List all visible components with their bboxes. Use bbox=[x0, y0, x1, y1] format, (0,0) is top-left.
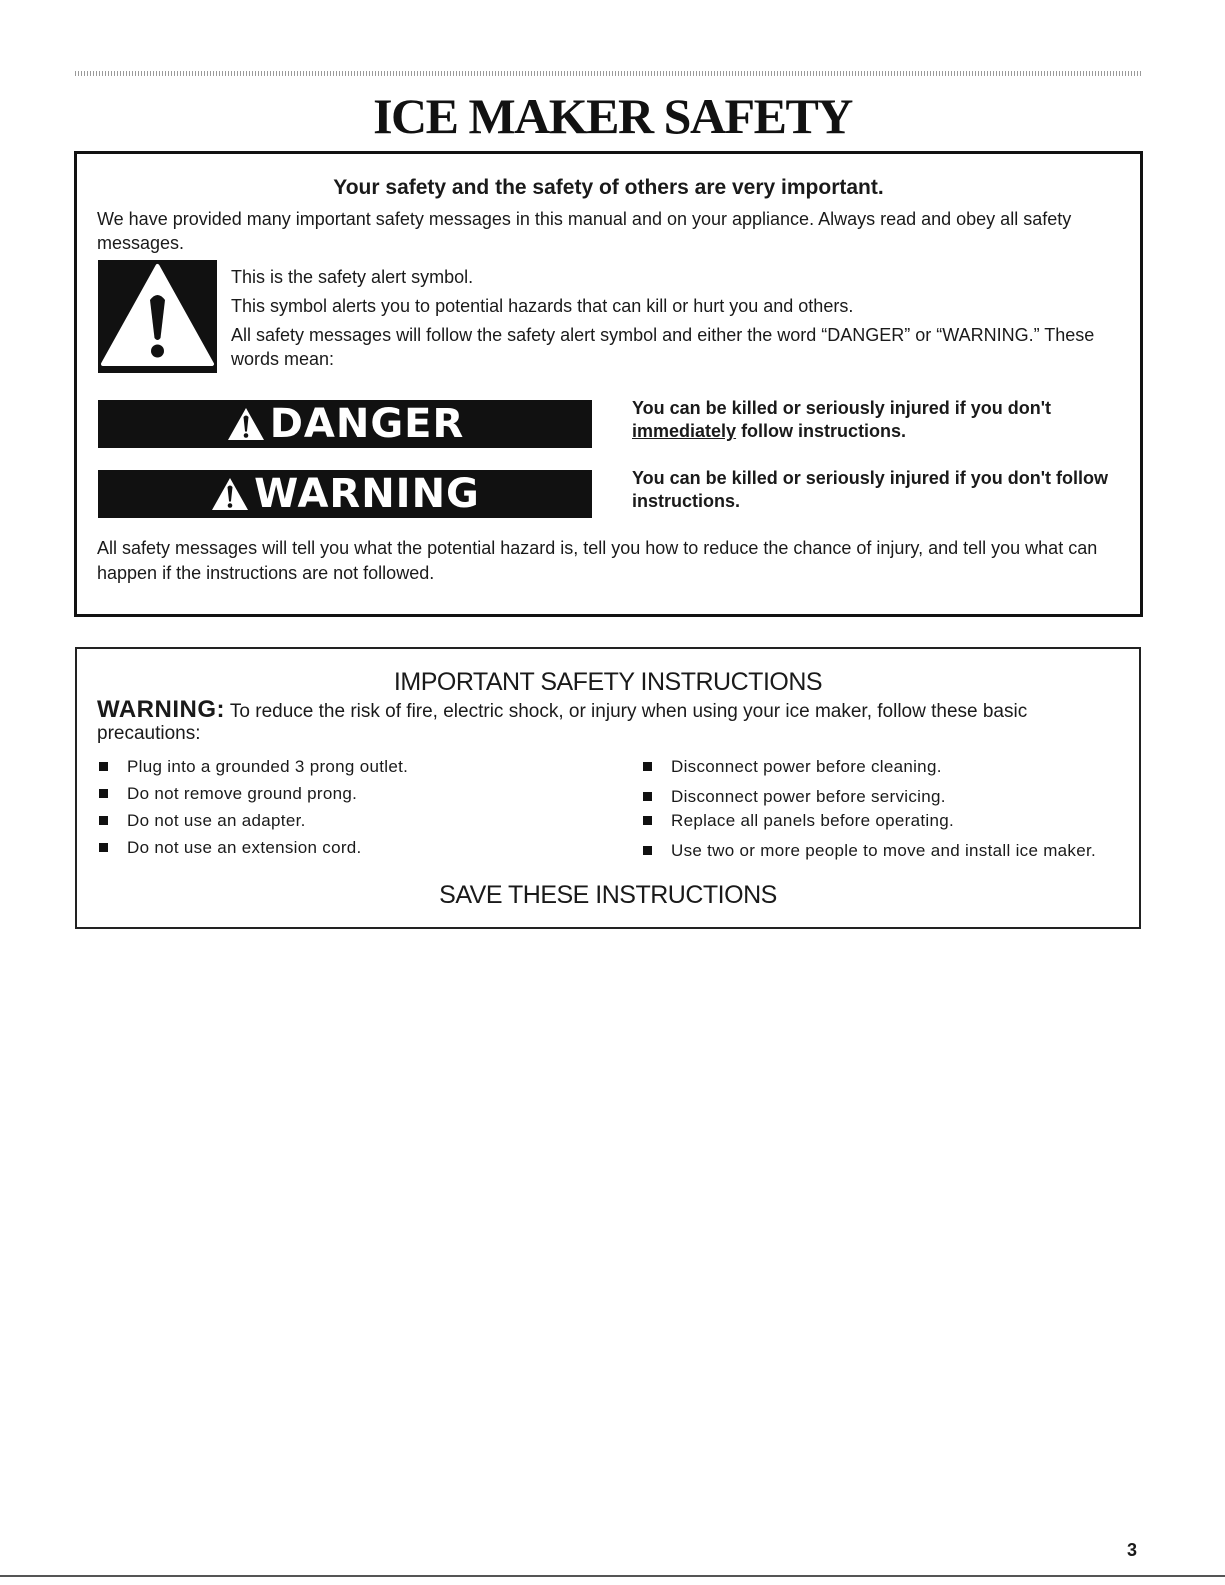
alert-symbol-description bbox=[231, 265, 1111, 371]
list-item-text: Do not remove ground prong. bbox=[127, 784, 358, 803]
warning-alert-icon bbox=[210, 476, 250, 512]
bottom-divider bbox=[0, 1575, 1225, 1577]
safety-footer: All safety messages will tell you what the potential hazard is, tell you how to reduce the chance of injury, and tell you what can happen if the instructions are not followed. bbox=[97, 538, 1098, 583]
danger-description bbox=[632, 397, 1122, 443]
list-item-text: Do not use an adapter. bbox=[127, 811, 306, 830]
bullet-icon bbox=[99, 843, 108, 852]
important-instructions-box bbox=[75, 647, 1141, 929]
list-item bbox=[99, 811, 306, 831]
list-item bbox=[99, 757, 408, 777]
page-title: ICE MAKER SAFETY bbox=[373, 88, 852, 144]
instructions-warning bbox=[97, 696, 1127, 745]
danger-alert-icon bbox=[226, 406, 266, 442]
list-item bbox=[643, 811, 954, 831]
bullet-icon bbox=[99, 762, 108, 771]
warning-text: To reduce the risk of fire, electric shock, or injury when using your ice maker, follow these basic precautions: bbox=[97, 701, 1028, 744]
alert-line: This is the safety alert symbol. bbox=[231, 267, 474, 287]
safety-intro: We have provided many important safety messages in this manual and on your appliance. Always read and obey all safety messages. bbox=[97, 209, 1072, 253]
list-item bbox=[99, 838, 362, 858]
safety-heading: Your safety and the safety of others are very important. bbox=[333, 176, 884, 199]
bullet-icon bbox=[643, 792, 652, 801]
bullet-icon bbox=[99, 789, 108, 798]
list-item bbox=[643, 787, 946, 807]
safety-alert-icon bbox=[98, 260, 217, 373]
save-instructions-heading: SAVE THESE INSTRUCTIONS bbox=[439, 881, 777, 909]
list-item bbox=[99, 784, 357, 804]
bullet-icon bbox=[99, 816, 108, 825]
page-number: 3 bbox=[1127, 1540, 1138, 1560]
instructions-heading: IMPORTANT SAFETY INSTRUCTIONS bbox=[393, 668, 823, 696]
warning-word: WARNING: bbox=[97, 696, 225, 723]
list-item bbox=[643, 841, 1096, 861]
warning-banner bbox=[98, 470, 592, 518]
safety-message-box bbox=[74, 151, 1143, 617]
danger-text-suffix: follow instructions. bbox=[741, 421, 907, 441]
list-item-text: Plug into a grounded 3 prong outlet. bbox=[127, 757, 409, 776]
danger-label: DANGER bbox=[269, 401, 465, 447]
warning-description: You can be killed or seriously injured if you don't follow instructions. bbox=[632, 468, 1108, 511]
list-item-text: Use two or more people to move and install ice maker. bbox=[671, 841, 1097, 860]
list-item-text: Replace all panels before operating. bbox=[671, 811, 954, 830]
danger-text-emphasis: immediately bbox=[632, 421, 737, 441]
bullet-icon bbox=[643, 816, 652, 825]
danger-text-prefix: You can be killed or seriously injured if you don't bbox=[632, 398, 1052, 418]
list-item-text: Disconnect power before servicing. bbox=[671, 787, 946, 806]
alert-line: This symbol alerts you to potential hazards that can kill or hurt you and others. bbox=[231, 296, 854, 316]
alert-line: All safety messages will follow the safety alert symbol and either the word “DANGER” or “WARNING.” These words mean: bbox=[231, 325, 1095, 369]
top-divider bbox=[75, 71, 1143, 76]
list-item bbox=[643, 757, 942, 777]
bullet-icon bbox=[643, 846, 652, 855]
list-item-text: Do not use an extension cord. bbox=[127, 838, 362, 857]
danger-banner bbox=[98, 400, 592, 448]
bullet-icon bbox=[643, 762, 652, 771]
list-item-text: Disconnect power before cleaning. bbox=[671, 757, 942, 776]
warning-label: WARNING bbox=[254, 471, 480, 517]
